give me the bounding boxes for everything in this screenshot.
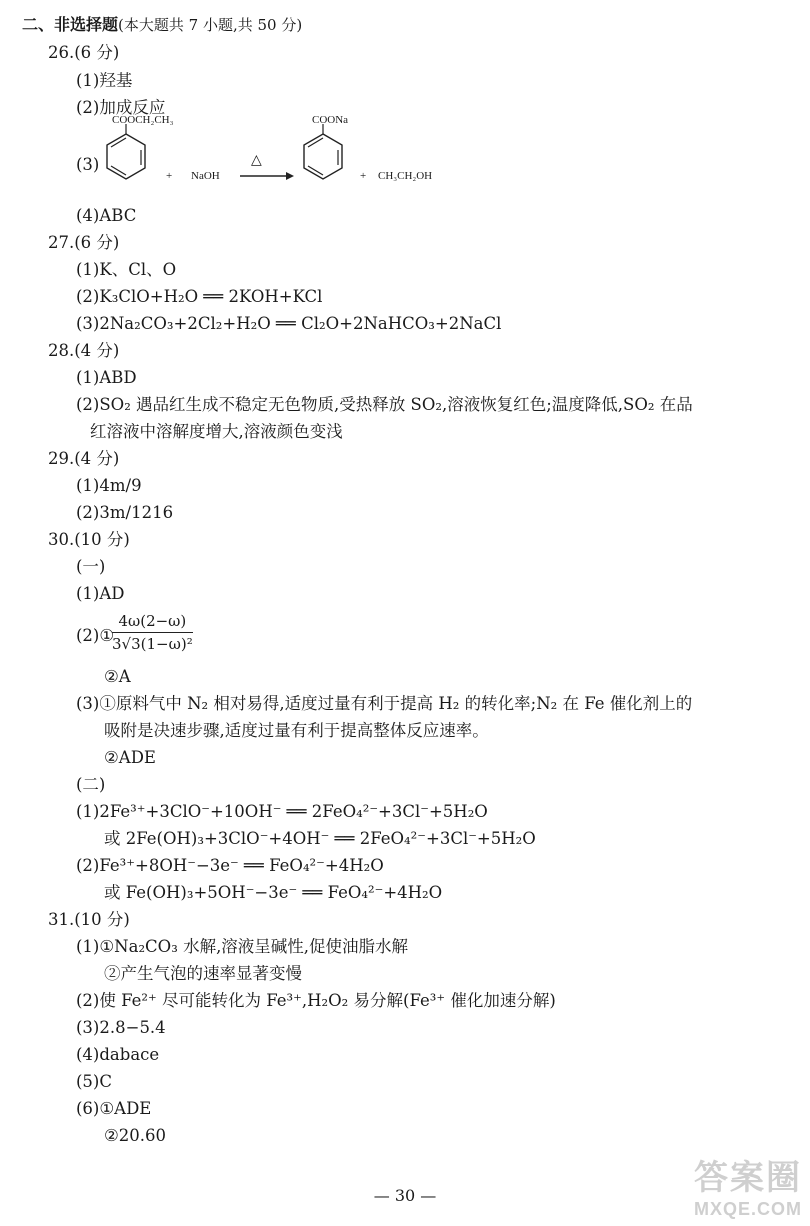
q27-answer-3: (3)2Na₂CO₃+2Cl₂+H₂O ══ Cl₂O+2NaHCO₃+2NaCl (76, 314, 502, 333)
q28-heading: 28.(4 分) (48, 341, 120, 360)
reactant-substituent: COOCH₂CH₃ (112, 114, 174, 126)
q30-answer-3-line-2: 吸附是决速步骤,适度过量有利于提高整体反应速率。 (104, 721, 489, 740)
q31-answer-5: (5)C (76, 1072, 112, 1091)
q26-answer-1: (1)羟基 (76, 71, 133, 90)
watermark-url: MXQE.COM (693, 1199, 802, 1219)
q27-answer-2: (2)K₃ClO+H₂O ══ 2KOH+KCl (76, 287, 323, 306)
plus-sign-2: + (360, 170, 367, 182)
q26-answer-3-label: (3) (76, 155, 100, 174)
ester-hydrolysis-reaction (100, 120, 460, 200)
q31-answer-2: (2)使 Fe²⁺ 尽可能转化为 Fe³⁺,H₂O₂ 易分解(Fe³⁺ 催化加速分解) (76, 991, 556, 1010)
benzene-ring-product (304, 124, 342, 179)
q30-answer-1: (1)AD (76, 584, 125, 603)
section-title: 二、非选择题 (22, 15, 119, 34)
q26-heading: 26.(6 分) (48, 43, 120, 62)
fraction-denominator: 3√3(1−ω)² (112, 635, 193, 653)
page-number: — 30 — (373, 1186, 437, 1205)
site-watermark (694, 1150, 802, 1220)
q30-heading: 30.(10 分) (48, 530, 130, 549)
naoh-reagent: NaOH (191, 170, 220, 182)
section-heading (22, 14, 302, 36)
equilibrium-constant-fraction (112, 612, 193, 653)
q29-answer-1: (1)4m/9 (76, 476, 142, 495)
plus-sign-1: + (166, 170, 173, 182)
q31-answer-3: (3)2.8−5.4 (76, 1018, 166, 1037)
q30-part-1-label: (一) (76, 557, 106, 576)
q30-part2-answer-1-line-2: 或 2Fe(OH)₃+3ClO⁻+4OH⁻ ══ 2FeO₄²⁻+3Cl⁻+5H₂O (104, 829, 536, 848)
product-substituent: COONa (312, 114, 349, 126)
q29-answer-2: (2)3m/1216 (76, 503, 174, 522)
q30-answer-3-line-1: (3)①原料气中 N₂ 相对易得,适度过量有利于提高 H₂ 的转化率;N₂ 在 Fe 催化剂上的 (76, 694, 693, 713)
q26-answer-4: (4)ABC (76, 206, 137, 225)
watermark-logo-text: 答案圈 (694, 1159, 802, 1197)
q28-answer-2-line-2: 红溶液中溶解度增大,溶液颜色变浅 (90, 422, 343, 441)
q30-part-2-label: (二) (76, 775, 106, 794)
benzene-ring-reactant (107, 124, 145, 179)
q27-answer-1: (1)K、Cl、O (76, 260, 177, 279)
section-note: (本大题共 7 小题,共 50 分) (118, 16, 303, 34)
q31-answer-6-line-1: (6)①ADE (76, 1099, 152, 1118)
q31-answer-1-line-2: ②产生气泡的速率显著变慢 (104, 964, 302, 983)
q29-heading: 29.(4 分) (48, 449, 120, 468)
q26-answer-2: (2)加成反应 (76, 98, 166, 117)
ethanol-product: CH₃CH₂OH (378, 170, 433, 182)
q28-answer-1: (1)ABD (76, 368, 137, 387)
q28-answer-2-line-1: (2)SO₂ 遇品红生成不稳定无色物质,受热释放 SO₂,溶液恢复红色;温度降低,SO₂ 在品 (76, 395, 693, 414)
q30-answer-3b: ②ADE (104, 748, 156, 767)
q30-part2-answer-2-line-1: (2)Fe³⁺+8OH⁻−3e⁻ ══ FeO₄²⁻+4H₂O (76, 856, 384, 875)
q31-answer-4: (4)dabace (76, 1045, 160, 1064)
q31-heading: 31.(10 分) (48, 910, 130, 929)
q30-part2-answer-1-line-1: (1)2Fe³⁺+3ClO⁻+10OH⁻ ══ 2FeO₄²⁻+3Cl⁻+5H₂O (76, 802, 488, 821)
reaction-arrow (240, 172, 294, 180)
fraction-numerator: 4ω(2−ω) (118, 612, 187, 630)
heat-symbol: △ (251, 153, 262, 168)
q31-answer-1-line-1: (1)①Na₂CO₃ 水解,溶液呈碱性,促使油脂水解 (76, 937, 409, 956)
q30-answer-2b: ②A (104, 667, 131, 686)
q31-answer-6-line-2: ②20.60 (104, 1126, 167, 1145)
q30-answer-2-label: (2)① (76, 626, 115, 645)
q27-heading: 27.(6 分) (48, 233, 120, 252)
q30-part2-answer-2-line-2: 或 Fe(OH)₃+5OH⁻−3e⁻ ══ FeO₄²⁻+4H₂O (104, 883, 443, 902)
